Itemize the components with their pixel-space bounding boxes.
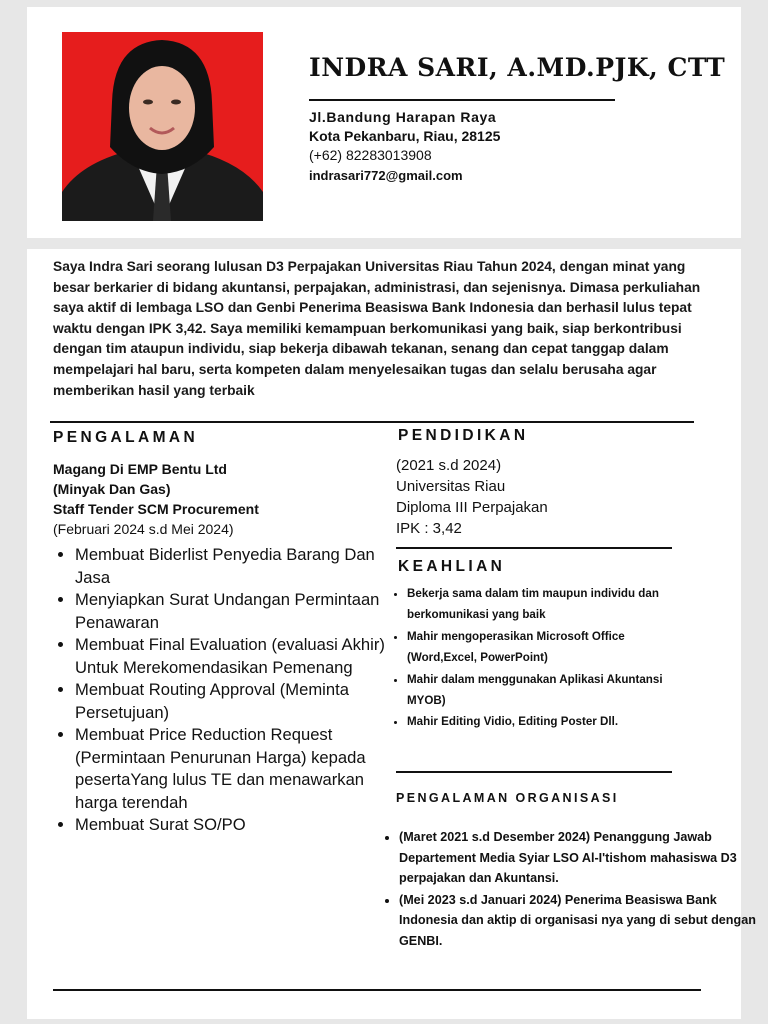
address-line-1: Jl.Bandung Harapan Raya [309,109,497,125]
list-item: • Membuat Biderlist Penyedia Barang Dan Jasa [75,544,395,589]
profile-photo [62,32,263,221]
education-period: (2021 s.d 2024) [396,457,502,474]
list-item: • (Mei 2023 s.d Januari 2024) Penerima Beasiswa Bank Indonesia dan aktip di organisasi nya yang di sebut dengan GENBI. [399,890,759,952]
education-heading: PENDIDIKAN [398,427,529,444]
skills-divider [396,771,672,773]
address-line-2: Kota Pekanbaru, Riau, 28125 [309,128,501,144]
education-program: Diploma III Perpajakan [396,499,548,516]
phone-number: (+62) 82283013908 [309,147,432,163]
experience-list [57,544,395,837]
experience-heading: PENGALAMAN [53,429,199,446]
list-item: • Mahir dalam menggunakan Aplikasi Akuntansi MYOB) [407,669,667,712]
summary-divider [50,421,694,423]
list-item: • (Maret 2021 s.d Desember 2024) Penanggung Jawab Departement Media Syiar LSO Al-I'tishom mahasiswa D3 perpajakan dan Akuntansi. [399,827,759,889]
resume-body [27,249,756,1019]
list-item: • Membuat Routing Approval (Meminta Persetujuan) [75,679,395,724]
header-card [27,7,741,238]
list-item: • Mahir Editing Vidio, Editing Poster Dll. [407,711,667,732]
skills-list [391,583,667,733]
bottom-divider [53,989,701,991]
list-item: • Membuat Surat SO/PO [75,814,395,837]
name-divider [309,99,615,101]
job-details [53,459,373,539]
education-school: Universitas Riau [396,478,506,495]
education-divider [396,547,672,549]
candidate-name: INDRA SARI, A.MD.PJK, CTT [309,53,726,82]
list-item: • Membuat Price Reduction Request (Permintaan Penurunan Harga) kepada pesertaYang lulus TE dan menawarkan harga terendah [75,724,395,814]
education-details [396,455,548,539]
skills-heading: KEAHLIAN [398,558,506,575]
job-industry: (Minyak Dan Gas) [53,481,171,497]
job-company: Magang Di EMP Bentu Ltd [53,461,227,477]
list-item: • Mahir mengoperasikan Microsoft Office (Word,Excel, PowerPoint) [407,626,667,669]
education-gpa: IPK : 3,42 [396,520,462,537]
organization-list [383,827,759,953]
list-item: • Bekerja sama dalam tim maupun individu dan berkomunikasi yang baik [407,583,667,626]
email-address: indrasari772@gmail.com [309,168,463,183]
profile-summary: Saya Indra Sari seorang lulusan D3 Perpajakan Universitas Riau Tahun 2024, dengan minat yang besar berkarier di bidang akuntansi, perpajakan, administrasi, dan sejenisnya. Dimasa perkuliahan saya aktif di lembaga LSO dan Genbi Penerima Beasiswa Bank Indonesia dan berhasil lulus tepat waktu dengan IPK 3,42. Saya memiliki kemampuan berkomunikasi yang baik, siap berkontribusi dengan tim ataupun individu, siap bekerja dibawah tekanan, senang dan cepat tanggap dalam mempelajari hal baru, serta kompeten dalam menyelesaikan tugas dan selalu berusaha agar memberikan hasil yang terbaik [53,259,701,398]
organization-heading: PENGALAMAN ORGANISASI [396,791,619,805]
job-position: Staff Tender SCM Procurement [53,501,259,517]
job-period: (Februari 2024 s.d Mei 2024) [53,521,234,537]
list-item: • Menyiapkan Surat Undangan Permintaan Penawaran [75,589,395,634]
list-item: • Membuat Final Evaluation (evaluasi Akhir) Untuk Merekomendasikan Pemenang [75,634,395,679]
